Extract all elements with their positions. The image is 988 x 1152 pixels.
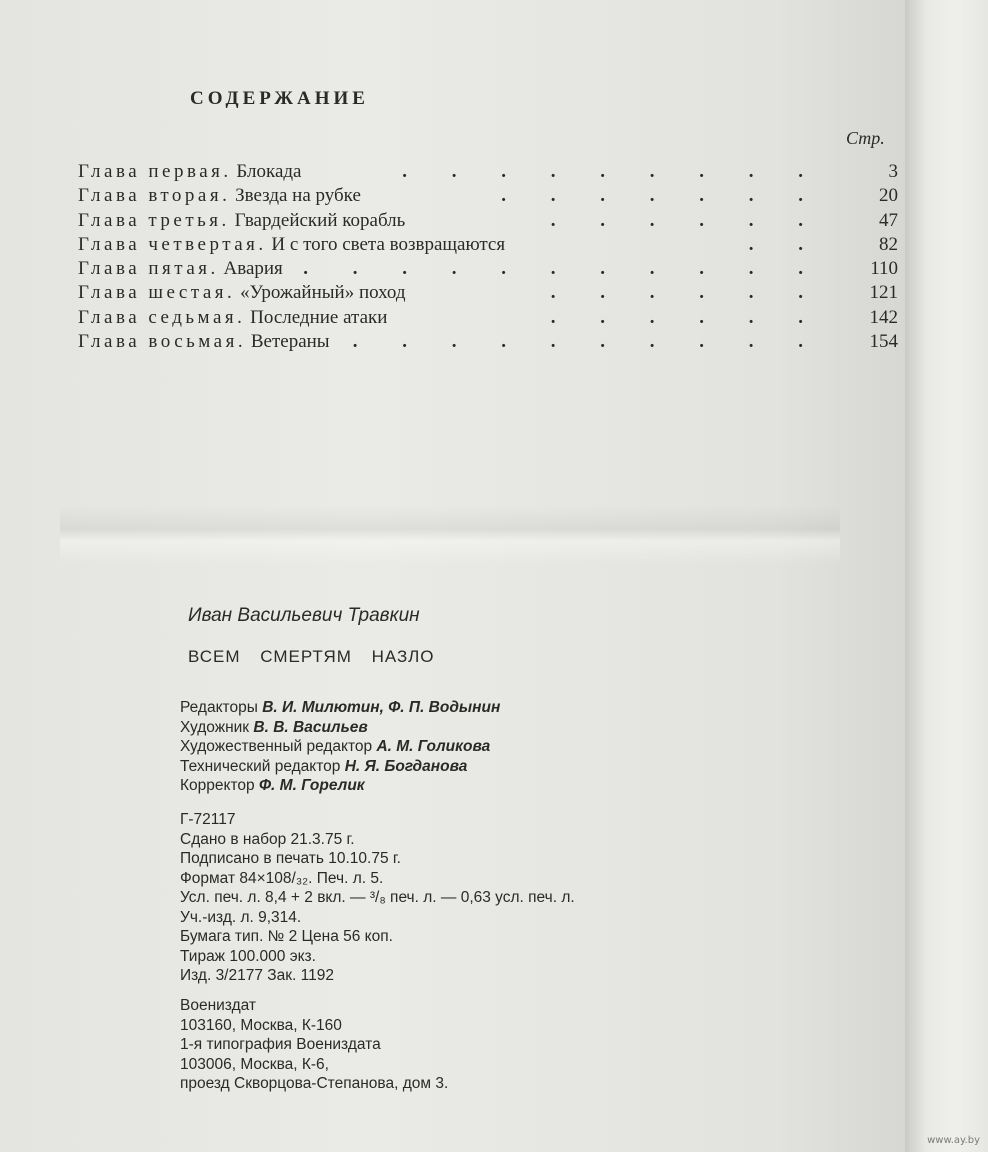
chapter-number: Глава седьмая. (78, 306, 246, 328)
leader-dots: . . . . . . . . . (402, 161, 823, 182)
publisher-line: 1-я типография Воениздата (180, 1036, 381, 1053)
chapter-page: 47 (879, 209, 898, 231)
toc-entry (78, 306, 898, 330)
chapter-title: Блокада (236, 161, 302, 182)
watermark: www.ay.by (927, 1135, 980, 1146)
publisher-block (180, 996, 448, 1094)
chapter-title: И с того света возвращаются (271, 233, 506, 255)
chapter-title: Последние атаки (250, 306, 388, 328)
chapter-title: «Урожайный» поход (240, 282, 406, 304)
credit-role: Технический редактор (180, 757, 341, 775)
leader-dots: . . . . . . (550, 306, 823, 328)
chapter-number: Глава пятая. (78, 258, 219, 280)
credit-line (180, 757, 500, 777)
leader-dots: . . . . . . . . . . . (303, 258, 823, 280)
publisher-line: 103160, Москва, К-160 (180, 1016, 342, 1034)
imprint-line: Г-72117 (180, 811, 236, 828)
book-title: ВСЕМ СМЕРТЯМ НАЗЛО (188, 647, 435, 666)
toc-entry (78, 330, 898, 354)
credit-names: В. И. Милютин, Ф. П. Водынин (262, 699, 501, 716)
leader-dots: . . (748, 233, 823, 255)
credit-names: А. М. Голикова (376, 738, 491, 755)
toc-entry (78, 233, 898, 257)
toc-entry (78, 281, 898, 305)
toc-entry (78, 209, 898, 233)
leader-dots: . . . . . . (550, 209, 823, 231)
credit-line (180, 718, 500, 738)
imprint-line: Изд. 3/2177 Зак. 1192 (180, 967, 334, 984)
chapter-number: Глава вторая. (78, 185, 231, 207)
chapter-page: 20 (879, 185, 898, 207)
chapter-number: Глава первая. (78, 161, 232, 182)
book-gutter (905, 0, 988, 1152)
paper-crease (60, 505, 840, 565)
publisher-line: проезд Скворцова-Степанова, дом 3. (180, 1075, 449, 1092)
credit-role: Художественный редактор (180, 738, 373, 755)
credit-line (180, 737, 500, 757)
chapter-number: Глава шестая. (78, 282, 236, 304)
credit-role: Художник (180, 718, 250, 736)
toc-entry (78, 257, 898, 281)
imprint-line: Усл. печ. л. 8,4 + 2 вкл. — ³/₈ печ. л. — 0,63 усл. печ. л. (180, 889, 575, 906)
imprint-block (180, 810, 575, 986)
contents-heading: СОДЕРЖАНИЕ (190, 88, 369, 109)
imprint-line: Бумага тип. № 2 Цена 56 коп. (180, 928, 393, 945)
credits-block (180, 698, 500, 796)
credit-line (180, 776, 500, 796)
chapter-title: Гвардейский корабль (234, 209, 406, 231)
chapter-number: Глава третья. (78, 209, 230, 231)
imprint-line: Подписано в печать 10.10.75 г. (180, 850, 401, 867)
page-column-heading: Стр. (846, 128, 885, 148)
leader-dots: . . . . . . . (501, 185, 823, 207)
credit-line (180, 698, 500, 718)
credit-names: Ф. М. Горелик (258, 777, 365, 794)
credit-role: Редакторы (180, 699, 258, 716)
chapter-number: Глава восьмая. (78, 331, 247, 353)
imprint-line: Сдано в набор 21.3.75 г. (180, 830, 355, 848)
publisher-line: 103006, Москва, К-6, (180, 1055, 329, 1073)
chapter-title: Авария (223, 258, 283, 280)
imprint-line: Уч.-изд. л. 9,314. (180, 908, 302, 926)
chapter-title: Ветераны (250, 331, 330, 353)
toc-entry (78, 184, 898, 208)
credit-names: В. В. Васильев (253, 718, 368, 736)
chapter-page: 121 (869, 282, 898, 304)
chapter-page: 3 (888, 161, 898, 182)
chapter-title: Звезда на рубке (235, 185, 361, 207)
publisher-line: Воениздат (180, 997, 256, 1014)
chapter-page: 142 (869, 306, 898, 328)
imprint-line: Тираж 100.000 экз. (180, 947, 316, 965)
credit-names: Н. Я. Богданова (344, 757, 468, 775)
author-name: Иван Васильевич Травкин (188, 605, 420, 626)
leader-dots: . . . . . . (550, 282, 823, 304)
table-of-contents (78, 160, 898, 354)
chapter-page: 110 (870, 258, 898, 280)
leader-dots: . . . . . . . . . . (352, 331, 823, 353)
imprint-line: Формат 84×108/₃₂. Печ. л. 5. (180, 869, 384, 887)
chapter-number: Глава четвертая. (78, 233, 267, 255)
chapter-page: 154 (869, 331, 898, 353)
toc-entry (78, 160, 898, 184)
chapter-page: 82 (879, 233, 898, 255)
credit-role: Корректор (180, 777, 255, 794)
